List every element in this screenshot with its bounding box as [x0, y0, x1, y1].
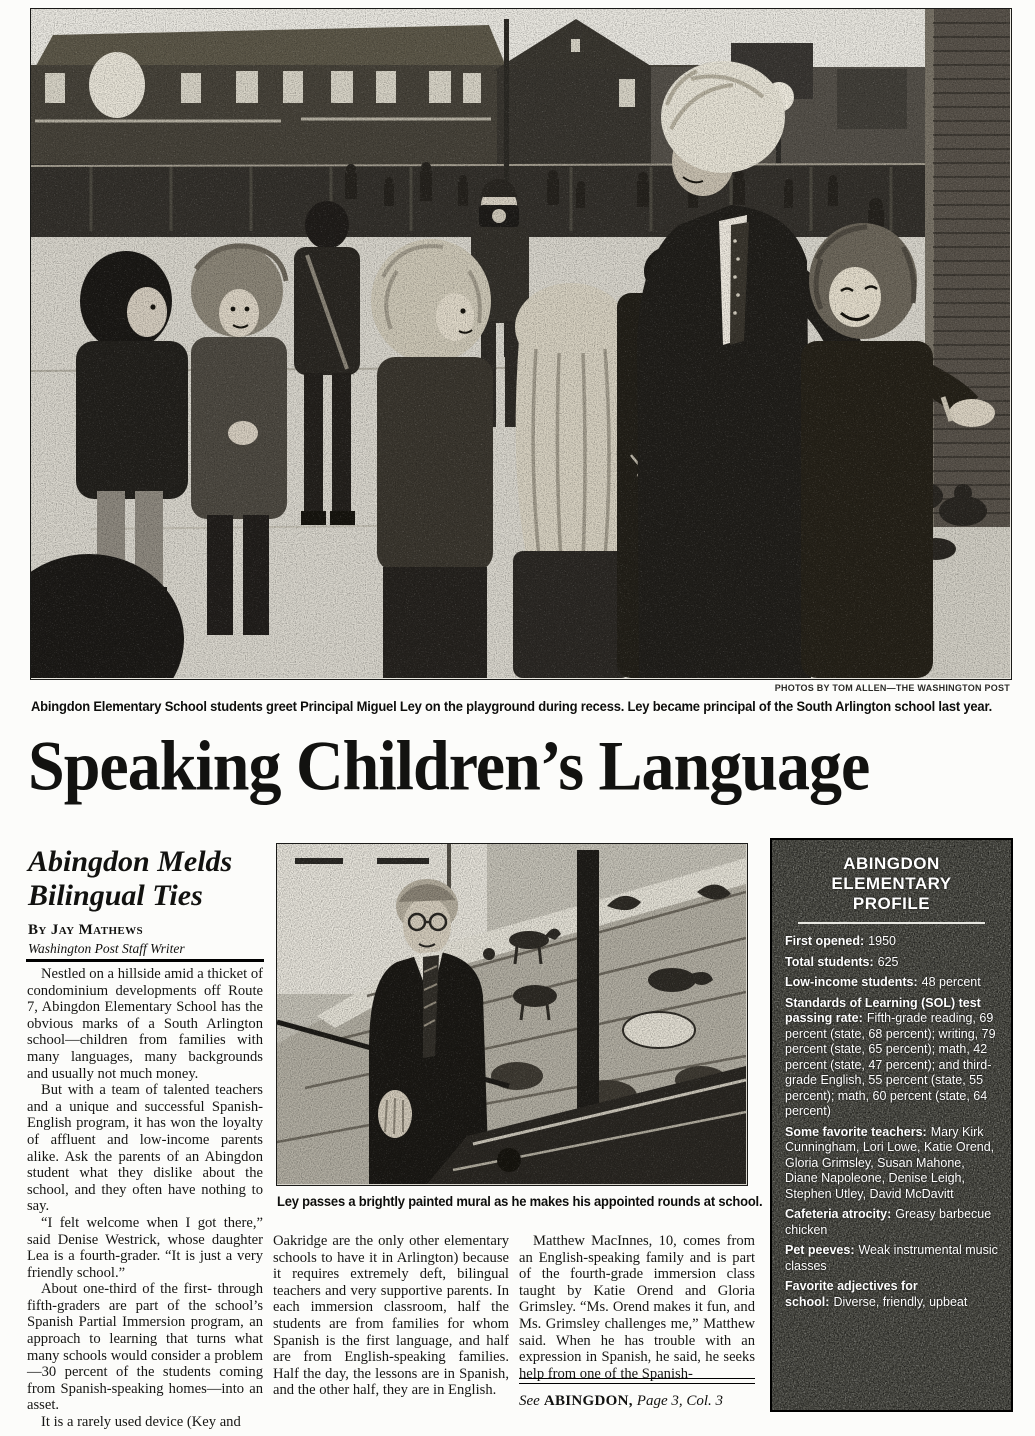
profile-entry-value: 625	[877, 954, 899, 969]
profile-entry-label: Total students:	[785, 954, 874, 969]
jump-line	[519, 1378, 755, 1410]
paragraph: “I felt welcome when I got there,” said Denise Westrick, whose daughter Lea is a fourth-grader. “It is just a very friendly school.”	[27, 1214, 263, 1281]
profile-entry	[785, 1207, 998, 1238]
profile-entry	[785, 934, 998, 950]
top-photo-caption: Abingdon Elementary School students greet Principal Miguel Ley on the playground during recess. Ley became principal of the South Arlington school last year.	[31, 699, 992, 714]
profile-title-line3: PROFILE	[852, 894, 931, 913]
profile-title	[785, 854, 998, 914]
profile-entry-label: Low-income students:	[785, 975, 918, 989]
jump-page: Page 3, Col. 3	[636, 1393, 724, 1409]
profile-title-line2: ELEMENTARY	[831, 874, 952, 893]
article-column-3	[519, 1233, 755, 1382]
column-rule	[26, 959, 264, 962]
jump-ref: ABINGDON,	[543, 1393, 633, 1409]
mural-photo	[276, 843, 748, 1186]
subheadline	[28, 845, 268, 913]
profile-entry	[785, 1279, 998, 1310]
paragraph: But with a team of talented teachers and a unique and successful Spanish-English program, it has won the loyalty of affluent and low-income parents alike. Ask the parents of an Abingdon student what they dislike about the school, and they often have nothing to say.	[27, 1082, 263, 1215]
profile-entry-label: Some favorite teachers:	[785, 1124, 927, 1139]
jump-see: See	[519, 1393, 540, 1409]
profile-entry	[785, 996, 998, 1120]
profile-entry-value: 1950	[868, 934, 896, 948]
jump-rule	[519, 1378, 755, 1384]
photo-credit: PHOTOS BY TOM ALLEN—THE WASHINGTON POST	[774, 683, 1010, 693]
profile-entry-value: Diverse, friendly, upbeat	[833, 1294, 968, 1309]
profile-box	[770, 838, 1013, 1412]
profile-content	[772, 840, 1011, 1325]
byline: By Jay Mathews	[28, 922, 144, 938]
mural-caption: Ley passes a brightly painted mural as he makes his appointed rounds at school.	[277, 1194, 763, 1209]
paragraph: Oakridge are the only other elementary schools to have it in Arlington) because it requires extremely deft, bilingual teachers and very supportive parents. In each immersion classroom, half the students are from families for whom Spanish is the first language, and half are from English-speaking families. Half the day, the lessons are in Spanish, and the other half, they are in English.	[273, 1233, 509, 1399]
playground-photo	[30, 8, 1012, 680]
profile-entry	[785, 1125, 998, 1203]
profile-entry-label: First opened:	[785, 934, 865, 948]
paragraph: Nestled on a hillside amid a thicket of condominium developments off Route 7, Abingdon Elementary School has the obvious marks of a South Arlington school—children from families with many languages, many backgrounds and usually not much money.	[27, 966, 263, 1082]
playground-photo-art	[31, 9, 1010, 678]
byline-title: Washington Post Staff Writer	[28, 941, 185, 956]
profile-entry-label: Pet peeves:	[785, 1243, 855, 1257]
profile-entry-value: 48 percent	[921, 975, 981, 989]
paragraph: Matthew MacInnes, 10, comes from an English-speaking family and is part of the fourth-grade immersion class taught by Katie Orend and Gloria Grimsley. “Ms. Orend makes it fun, and Ms. Grimsley challenges me,” Matthew said. When he has trouble with an expression in Spanish, he said, he seeks help from one of the Spanish-	[519, 1233, 755, 1382]
subheadline-line1: Abingdon Melds	[28, 845, 233, 878]
article-column-1	[27, 966, 263, 1431]
profile-entry-label: Standards of Learning (SOL) test passing rate:	[785, 995, 981, 1025]
profile-entry	[785, 975, 998, 991]
profile-entry-value: Fifth-grade reading, 69 percent (state, 68 percent); writing, 79 percent (state, 65 percent); math, 42 percent (state, 47 percent); and third-grade English, 55 percent (state, 55 percent); math, 60 percent (state, 64 percent)	[785, 1011, 996, 1118]
mural-photo-art	[277, 844, 746, 1184]
profile-entry-label: Favorite adjectives for school:	[785, 1279, 918, 1309]
profile-entry-label: Cafeteria atrocity:	[785, 1207, 892, 1221]
paragraph: It is a rarely used device (Key and	[41, 1414, 241, 1431]
profile-entry	[785, 1243, 998, 1274]
profile-title-rule	[798, 922, 985, 924]
profile-entry	[785, 955, 998, 971]
article-column-2	[273, 1233, 509, 1399]
profile-entry-value: Weak instrumental music classes	[785, 1243, 998, 1273]
profile-entry-value: Mary Kirk Cunningham, Lori Lowe, Katie Orend, Gloria Grimsley, Susan Mahone, Diane Napoleone, Denise Leigh, Stephen Utley, David McDavitt	[785, 1124, 995, 1201]
paragraph: About one-third of the first- through fifth-graders are part of the school’s Spanish Partial Immersion program, an approach to learning that turns what many schools would consider a problem—30 percent of the students coming from Spanish-speaking homes—into an asset.	[27, 1281, 263, 1414]
subheadline-line2: Bilingual Ties	[28, 879, 203, 912]
profile-entry-value: Greasy barbecue chicken	[785, 1207, 992, 1237]
headline: Speaking Children’s Language	[28, 727, 870, 806]
profile-title-line1: ABINGDON	[843, 854, 940, 873]
